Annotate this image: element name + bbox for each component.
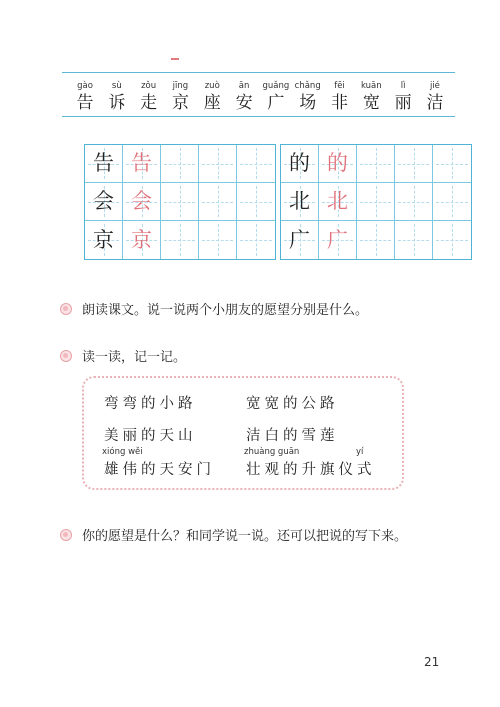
phrase: 雄伟的天安门	[104, 462, 215, 478]
grid-cell	[161, 221, 199, 259]
vocab-item	[197, 80, 227, 114]
model-char: 京	[93, 227, 114, 252]
phrase-pinyin: xióng wěi	[102, 447, 143, 457]
grid-cell	[199, 221, 237, 259]
task-text: 朗读课文。说一说两个小朋友的愿望分别是什么。	[82, 303, 369, 318]
trace-char: 广	[327, 227, 348, 252]
vocab-char: 场	[299, 93, 317, 113]
vocab-item	[261, 80, 291, 114]
phrase: 洁白的雪莲	[246, 428, 339, 444]
vocab-char: 座	[203, 93, 221, 113]
task-text: 读一读，记一记。	[82, 350, 187, 365]
vocab-pinyin: kuān	[360, 81, 382, 91]
phrase: 宽宽的公路	[246, 396, 339, 412]
vocab-pinyin: zuò	[204, 81, 220, 91]
task-2	[60, 346, 186, 365]
vocab-item	[388, 80, 418, 114]
trace-char: 会	[131, 189, 152, 213]
vocab-pinyin: sù	[111, 81, 122, 91]
flower-bullet-icon	[60, 529, 72, 541]
grid-cell	[433, 221, 471, 259]
vocab-item	[325, 80, 355, 114]
model-char: 告	[93, 151, 114, 175]
trace-char: 北	[327, 189, 348, 213]
flower-bullet-icon	[60, 303, 72, 315]
vocab-char: 非	[331, 93, 348, 113]
grid-cell	[199, 145, 237, 183]
trace-char: 的	[327, 151, 348, 175]
grid-cell	[281, 183, 319, 221]
trace-char: 京	[131, 227, 152, 252]
grid-cell	[319, 183, 357, 221]
vocab-char: 告	[76, 93, 94, 113]
model-char: 的	[289, 151, 310, 175]
vocab-pinyin: zǒu	[141, 81, 157, 91]
vocab-char: 洁	[426, 93, 444, 113]
grid-cell	[357, 183, 395, 221]
grid-cell	[123, 183, 161, 221]
grid-cell	[85, 221, 123, 259]
phrase-box	[82, 376, 404, 490]
grid-cell	[123, 145, 161, 183]
grid-cell	[161, 183, 199, 221]
band-bottom-line	[62, 116, 455, 117]
vocab-item	[420, 80, 450, 114]
vocab-pinyin: gào	[77, 81, 93, 91]
vocab-pinyin: jīng	[172, 81, 189, 91]
phrase-pinyin: yí	[356, 447, 364, 457]
page-number: 21	[424, 655, 440, 669]
trace-char: 告	[131, 151, 152, 175]
model-char: 广	[289, 227, 310, 252]
vocab-item	[165, 80, 195, 114]
phrase: 弯弯的小路	[104, 396, 197, 412]
task-text: 你的愿望是什么？和同学说一说。还可以把说的写下来。	[82, 529, 408, 544]
vocab-pinyin: lì	[400, 81, 406, 91]
vocab-item	[70, 80, 100, 114]
vocab-char: 安	[235, 93, 253, 113]
grid-cell	[161, 145, 199, 183]
vocab-pinyin: chǎng	[294, 81, 321, 91]
writing-grid-left	[84, 144, 276, 260]
vocab-char: 丽	[394, 93, 412, 113]
grid-cell	[395, 183, 433, 221]
grid-cell	[433, 183, 471, 221]
phrase: 壮观的升旗仪式	[246, 462, 376, 478]
vocab-char: 京	[171, 93, 189, 113]
model-char: 会	[93, 189, 114, 213]
grid-cell	[85, 145, 123, 183]
grid-cell	[357, 145, 395, 183]
grid-cell	[281, 221, 319, 259]
task-3	[60, 525, 407, 544]
grid-cell	[433, 145, 471, 183]
grid-cell	[237, 221, 275, 259]
writing-grid-right	[280, 144, 472, 260]
model-char: 北	[289, 189, 310, 213]
vocab-char: 走	[140, 93, 158, 113]
grid-cell	[395, 145, 433, 183]
grid-cell	[199, 183, 237, 221]
vocab-char: 诉	[108, 93, 126, 113]
grid-cell	[319, 221, 357, 259]
vocab-item	[102, 80, 132, 114]
grid-cell	[85, 183, 123, 221]
grid-cell	[319, 145, 357, 183]
vocab-pinyin: guǎng	[262, 81, 290, 91]
vocab-pinyin: jié	[429, 81, 440, 91]
vocab-char: 宽	[362, 93, 380, 113]
band-top-line	[62, 72, 455, 73]
grid-cell	[281, 145, 319, 183]
decorative-dash	[171, 58, 179, 60]
grid-cell	[123, 221, 161, 259]
phrase: 美丽的天山	[104, 428, 197, 444]
vocab-item	[356, 80, 386, 114]
vocab-row	[70, 80, 450, 114]
grid-cell	[357, 221, 395, 259]
vocab-pinyin: fēi	[334, 81, 345, 91]
vocab-item	[293, 80, 323, 114]
flower-bullet-icon	[60, 350, 72, 362]
grid-cell	[237, 145, 275, 183]
vocab-item	[134, 80, 164, 114]
grid-cell	[237, 183, 275, 221]
grid-cell	[395, 221, 433, 259]
vocab-pinyin: ān	[238, 81, 250, 91]
task-1	[60, 299, 368, 318]
vocab-char: 广	[267, 93, 285, 113]
phrase-pinyin: zhuàng guān	[244, 447, 300, 457]
vocab-item	[229, 80, 259, 114]
